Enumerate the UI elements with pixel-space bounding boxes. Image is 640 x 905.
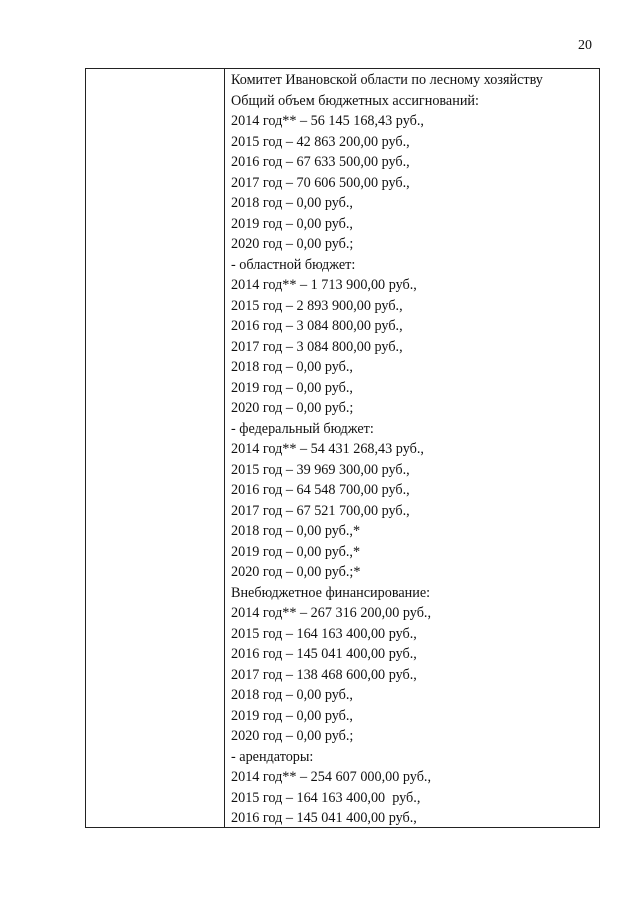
text-line: 2014 год** – 254 607 000,00 руб., — [231, 769, 432, 785]
text-line: 2020 год – 0,00 руб.; — [231, 236, 354, 252]
table-right-cell — [225, 69, 599, 827]
text-line: 2016 год – 145 041 400,00 руб., — [231, 810, 417, 826]
text-line: 2015 год – 42 863 200,00 руб., — [231, 133, 410, 150]
text-line: 2014 год** – 1 713 900,00 руб., — [231, 277, 417, 293]
funding-table — [85, 68, 600, 828]
text-line: 2014 год** – 267 316 200,00 руб., — [231, 605, 432, 621]
text-line: Комитет Ивановской области по лесному хозяйству — [231, 72, 543, 88]
text-line: 2015 год – 39 969 300,00 руб., — [231, 461, 410, 478]
page-number: 20 — [578, 38, 592, 53]
text-line: 2017 год – 67 521 700,00 руб., — [231, 502, 410, 519]
text-line: 2015 год – 2 893 900,00 руб., — [231, 297, 403, 314]
text-line: 2016 год – 145 041 400,00 руб., — [231, 646, 417, 662]
text-line: 2018 год – 0,00 руб.,* — [231, 523, 361, 539]
text-line: 2014 год** – 54 431 268,43 руб., — [231, 441, 424, 457]
text-line: 2020 год – 0,00 руб.; — [231, 728, 354, 744]
text-line: 2016 год – 64 548 700,00 руб., — [231, 482, 410, 498]
text-line: 2017 год – 3 084 800,00 руб., — [231, 338, 403, 355]
text-line: - федеральный бюджет: — [231, 420, 374, 437]
text-line: 2017 год – 70 606 500,00 руб., — [231, 174, 410, 191]
text-line: 2018 год – 0,00 руб., — [231, 195, 353, 211]
text-line: - арендаторы: — [231, 748, 314, 765]
text-line: 2015 год – 164 163 400,00 руб., — [231, 625, 417, 642]
text-line: 2017 год – 138 468 600,00 руб., — [231, 666, 417, 683]
text-line: 2019 год – 0,00 руб., — [231, 379, 353, 396]
text-line: 2019 год – 0,00 руб., — [231, 215, 353, 232]
text-line: Внебюджетное финансирование: — [231, 584, 431, 601]
text-line: 2016 год – 3 084 800,00 руб., — [231, 318, 403, 334]
text-line: Общий объем бюджетных ассигнований: — [231, 92, 479, 109]
text-line: 2014 год** – 56 145 168,43 руб., — [231, 113, 424, 129]
text-line: 2016 год – 67 633 500,00 руб., — [231, 154, 410, 170]
text-line: - областной бюджет: — [231, 256, 356, 273]
text-line: 2018 год – 0,00 руб., — [231, 687, 353, 703]
table-left-cell — [86, 69, 225, 827]
text-line: 2015 год – 164 163 400,00 руб., — [231, 789, 421, 806]
text-line: 2020 год – 0,00 руб.;* — [231, 564, 361, 580]
text-line: 2018 год – 0,00 руб., — [231, 359, 353, 375]
text-line: 2019 год – 0,00 руб.,* — [231, 543, 361, 560]
text-line: 2019 год – 0,00 руб., — [231, 707, 353, 724]
text-line: 2020 год – 0,00 руб.; — [231, 400, 354, 416]
